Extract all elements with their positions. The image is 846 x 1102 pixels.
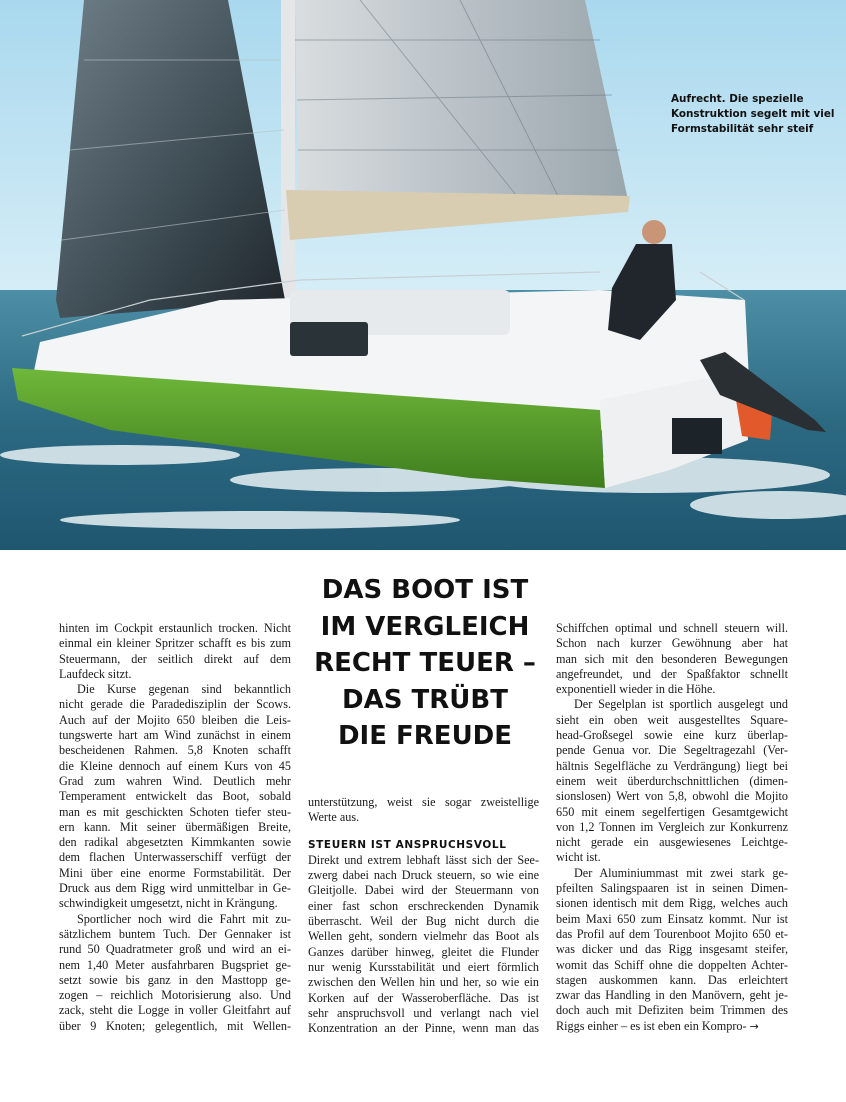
photo-caption xyxy=(671,92,836,137)
text-line: womit das Schiff ohne die doppelten Achter- xyxy=(556,957,788,972)
text-line: Mini über eine enorme Formstabilität. Der xyxy=(59,865,291,880)
mast xyxy=(281,0,295,300)
cabin-window xyxy=(290,322,368,356)
text-line: einer fast schon erschreckenden Dynamik xyxy=(308,898,539,913)
text-line: exponentiell wieder in die Höhe. xyxy=(556,682,716,697)
text-line: den radikal abgesetzten Kimmkanten sowie xyxy=(59,835,291,850)
text-line: bescheidenen Rahmen. 5,8 Knoten schafft xyxy=(59,743,291,758)
text-line: schwindigkeit umgesetzt, nicht in Krängung. xyxy=(59,896,278,911)
body-column-1 xyxy=(59,621,291,1034)
text-line: setzt sowie bis ganz in den Masttopp ge- xyxy=(59,972,291,987)
body-column-2 xyxy=(308,795,539,1036)
continue-arrow-icon: → xyxy=(749,1019,759,1033)
text-line: head-Großsegel sowie eine kurz überlap- xyxy=(556,728,788,743)
text-line: nicht gerade die Paradedisziplin der Scows. xyxy=(59,697,291,712)
text-line: man sich mit den besonderen Bewegungen xyxy=(556,651,788,666)
text-line: 650 mit einem segelfertigen Gesamtgewicht xyxy=(556,804,788,819)
text-line: Druck aus dem Rigg wird unmittelbar in Ge- xyxy=(59,881,291,896)
text-line: beim Maxi 650 zum Einsatz kommt. Nur ist xyxy=(556,911,788,926)
section-subheading: STEUERN IST ANSPRUCHSVOLL xyxy=(308,838,507,851)
text-line: nem 1,40 Meter ausfahrbaren Bugspriet ge- xyxy=(59,957,291,972)
text-line: pende Genua vor. Die Segeltragezahl (Ver- xyxy=(556,743,788,758)
text-line: Auch auf der Mojito 650 bleiben die Leis- xyxy=(59,712,291,727)
text-line: Laufdeck sitzt. xyxy=(59,666,132,681)
text-line: nicht gerade ein ausgewiesenes Leichtge- xyxy=(556,835,788,850)
text-line: Temperament entwickelt das Boot, sobald xyxy=(59,789,291,804)
text-line: angefreundet, und der Spaßfaktor schnellt xyxy=(556,666,788,681)
text-line: was dicker und das Rigg insgesamt steifer, xyxy=(556,942,788,957)
text-line: von 1,2 Tonnen im Vergleich zur Konkurrenz xyxy=(556,819,788,834)
text-line: Wellen geht, sondern vielmehr das Boot als xyxy=(308,929,539,944)
text-line: Der Aluminiummast mit zwei stark ge- xyxy=(574,865,788,880)
text-line: Konzentration an der Pinne, wenn man das xyxy=(308,1021,539,1036)
text-line: Steuermann, der seitlich direkt auf dem xyxy=(59,651,291,666)
caption-line: Formstabilität sehr steif xyxy=(671,123,814,135)
text-line: hinten im Cockpit erstaunlich trocken. Nicht xyxy=(59,621,291,635)
text-line: sionen identisch mit dem Rigg, welches auch xyxy=(556,896,788,911)
pull-quote-line: IM VERGLEICH xyxy=(320,611,530,642)
text-line: zogen – reichlich Motorisierung also. Und xyxy=(59,988,291,1003)
transom-window xyxy=(672,418,722,454)
sailboat-illustration xyxy=(0,0,846,550)
text-line: Der Segelplan ist sportlich ausgelegt und xyxy=(574,697,788,712)
text-line: zwerg dabei nach Druck steuern, so wie eine xyxy=(308,868,539,883)
text-line: doch auch mit Defiziten beim Trimmen des xyxy=(556,1003,788,1018)
mainsail xyxy=(295,0,628,200)
text-line: nur wenig Kursstabilität und eiert förmlich xyxy=(308,959,539,974)
text-line: tungswerte hart am Wind zunächst in einem xyxy=(59,728,291,743)
text-line: Gleitjolle. Dabei wird der Steuermann von xyxy=(308,883,539,898)
text-line: einmal ein kleiner Spritzer schafft es bis zum xyxy=(59,636,291,651)
text-line: pfeilten Salingspaaren ist in seinen Dimen- xyxy=(556,881,788,896)
text-line: Sportlicher noch wird die Fahrt mit zu- xyxy=(77,911,291,926)
sailor-head xyxy=(642,220,666,244)
sailboat-photo xyxy=(0,0,846,550)
text-line: überrascht. Weil der Bug nicht durch die xyxy=(308,914,539,929)
text-line: unterstützung, weist sie sogar zweistellige xyxy=(308,795,539,809)
text-line: Schon nach kurzer Gewöhnung aber hat xyxy=(556,636,788,651)
text-line: Die Kurse gegenan sind bekanntlich xyxy=(77,682,291,697)
text-line: zwischen den Wellen hin und her, so wie ein xyxy=(308,975,539,990)
text-line: die Kleine dennoch auf einem Kurs von 45 xyxy=(59,758,291,773)
text-line: Riggs einher – es ist eben ein Kompro- xyxy=(556,1018,747,1033)
text-line: dem flachen Unterwasserschiff verfügt der xyxy=(59,850,291,865)
text-line: sehr anspruchsvoll und verlangt nach viel xyxy=(308,1005,539,1020)
pull-quote-line: DAS TRÜBT xyxy=(342,684,508,715)
text-line: stagen auskommen kann. Das erleichtert xyxy=(556,972,788,987)
text-line: sionslosen) Wert von 5,8, obwohl die Mojito xyxy=(556,789,788,804)
text-line: das Profil auf dem Tourenboot Mojito 650 et- xyxy=(556,926,788,941)
text-line: hältnis Segelfläche zu Verdrängung) liegt bei xyxy=(556,758,788,773)
text-line: sätzlichem buntem Tuch. Der Gennaker ist xyxy=(59,926,291,941)
body-column-3 xyxy=(556,621,788,1034)
text-line: sieht ein oben weit ausgestelltes Square- xyxy=(556,712,788,727)
caption-line: Aufrecht. Die spezielle xyxy=(671,93,804,105)
text-line: man es mit geschickten Schoten tiefer steu- xyxy=(59,804,291,819)
pull-quote-line: RECHT TEUER – xyxy=(314,648,536,678)
text-line: einem weit überdurchschnittlichen (dimen- xyxy=(556,773,788,788)
text-line: Werte aus. xyxy=(308,810,360,825)
pull-quote xyxy=(300,572,550,755)
caption-line: Konstruktion segelt mit viel xyxy=(671,108,835,120)
text-line: Grad zum wahren Wind. Deutlich mehr xyxy=(59,773,291,788)
text-line: über 9 Knoten; gelegentlich, mit Wellen- xyxy=(59,1018,291,1033)
text-line: zwar das Handling in den Manövern, geht je- xyxy=(556,988,788,1003)
text-line: zack, steht die Logge in voller Gleitfahrt auf xyxy=(59,1003,291,1018)
text-line: ern kann. Mit seiner übermäßigen Breite, xyxy=(59,819,291,834)
text-line: rund 50 Quadratmeter groß und wird an ei- xyxy=(59,942,291,957)
text-line: Direkt und extrem lebhaft lässt sich der See- xyxy=(308,852,539,867)
pull-quote-line: DAS BOOT IST xyxy=(321,575,529,605)
text-line-last xyxy=(556,1019,788,1034)
pull-quote-line: DIE FREUDE xyxy=(337,721,513,751)
text-line: wicht ist. xyxy=(556,850,601,865)
text-line: Ganzes darüber hinweg, gleitet die Flunder xyxy=(308,944,539,959)
text-line: Korken auf der Wasseroberfläche. Das ist xyxy=(308,990,539,1005)
text-line: Schiffchen optimal und schnell steuern will. xyxy=(556,621,788,635)
